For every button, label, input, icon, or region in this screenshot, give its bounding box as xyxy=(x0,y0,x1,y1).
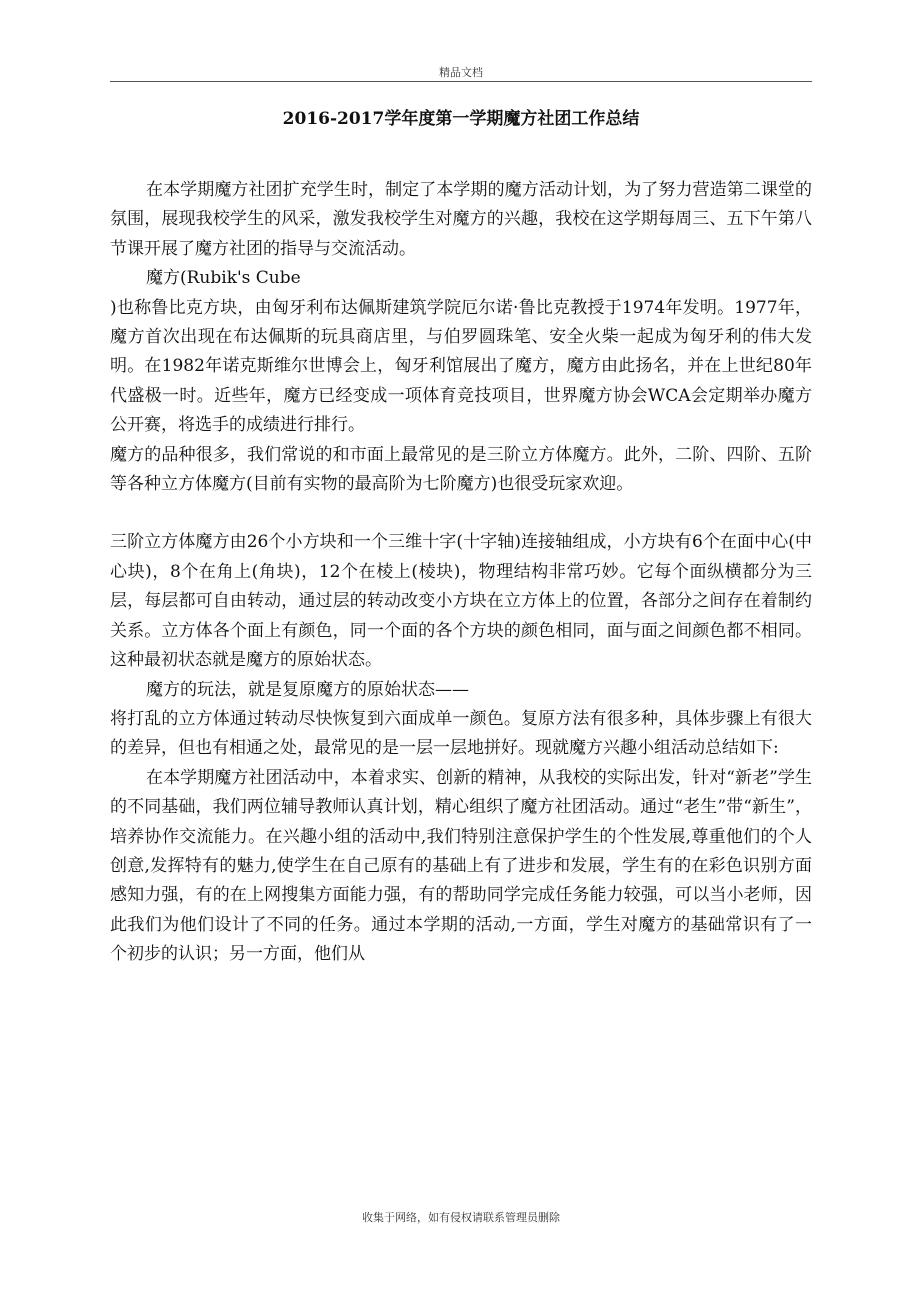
page-header: 精品文档 xyxy=(439,66,483,79)
paragraph-intro: 在本学期魔方社团扩充学生时，制定了本学期的魔方活动计划，为了努力营造第二课堂的氛围，展现我校学生的风采，激发我校学生对魔方的兴趣，我校在这学期每周三、五下午第八节课开展了魔方社团的指导与交流活动。 xyxy=(110,180,812,259)
paragraph-varieties: 魔方的品种很多，我们常说的和市面上最常见的是三阶立方体魔方。此外，二阶、四阶、五阶等各种立方体魔方(目前有实物的最高阶为七阶魔方)也很受玩家欢迎。 xyxy=(110,444,812,495)
document-title: 2016-2017学年度第一学期魔方社团工作总结 xyxy=(282,109,640,129)
paragraph-gap xyxy=(110,499,812,528)
paragraph-rubik-name: 魔方(Rubik's Cube xyxy=(146,268,301,289)
paragraph-method: 将打乱的立方体通过转动尽快恢复到六面成单一颜色。复原方法有很多种，具体步骤上有很大的差异，但也有相通之处，最常见的是一层一层地拼好。现就魔方兴趣小组活动总结如下: xyxy=(110,708,812,759)
page-footer: 收集于网络，如有侵权请联系管理员删除 xyxy=(362,1211,560,1224)
header-divider xyxy=(110,81,812,82)
paragraph-gameplay: 魔方的玩法，就是复原魔方的原始状态—— xyxy=(146,679,469,700)
paragraph-summary: 在本学期魔方社团活动中，本着求实、创新的精神，从我校的实际出发，针对“新老”学生的不同基础，我们两位辅导教师认真计划，精心组织了魔方社团活动。通过“老生”带“新生”，培养协作交流能力。在兴趣小组的活动中,我们特别注意保护学生的个性发展,尊重他们的个人创意,发挥特有的魅力,使学生在自己原有的基础上有了进步和发展，学生有的在彩色识别方面感知力强，有的在上网搜集方面能力强，有的帮助同学完成任务能力较强，可以当小老师，因此我们为他们设计了不同的任务。通过本学期的活动,一方面，学生对魔方的基础常识有了一个初步的认识；另一方面，他们从 xyxy=(110,767,812,965)
document-body xyxy=(110,176,812,970)
paragraph-history: )也称鲁比克方块，由匈牙利布达佩斯建筑学院厄尔诺·鲁比克教授于1974年发明。1977年，魔方首次出现在布达佩斯的玩具商店里，与伯罗圆珠笔、安全火柴一起成为匈牙利的伟大发明。在1982年诺克斯维尔世博会上，匈牙利馆展出了魔方，魔方由此扬名，并在上世纪80年代盛极一时。近些年，魔方已经变成一项体育竞技项目，世界魔方协会WCA会定期举办魔方公开赛，将选手的成绩进行排行。 xyxy=(110,297,812,436)
paragraph-structure: 三阶立方体魔方由26个小方块和一个三维十字(十字轴)连接轴组成，小方块有6个在面中心(中心块)，8个在角上(角块)，12个在棱上(棱块)，物理结构非常巧妙。它每个面纵横都分为三层，每层都可自由转动，通过层的转动改变小方块在立方体上的位置，各部分之间存在着制约关系。立方体各个面上有颜色，同一个面的各个方块的颜色相同，面与面之间颜色都不相同。这种最初状态就是魔方的原始状态。 xyxy=(110,532,812,671)
